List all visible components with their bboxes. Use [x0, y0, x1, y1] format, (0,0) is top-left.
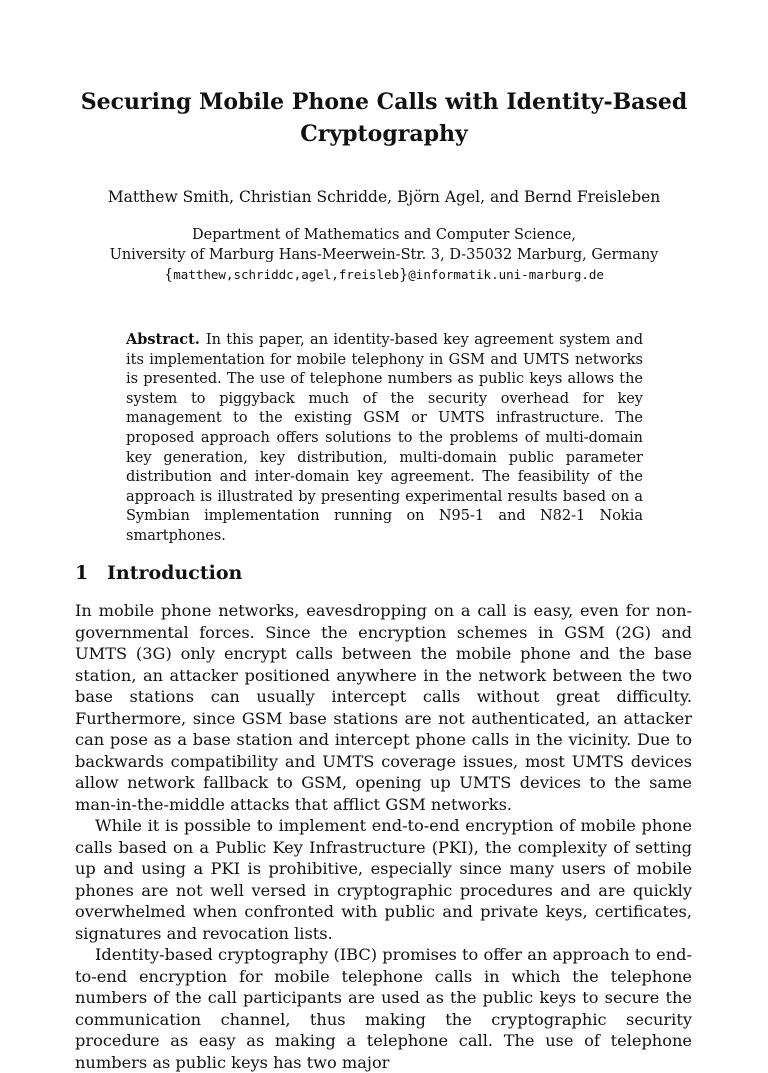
section-title: Introduction	[107, 562, 243, 584]
email-domain: @informatik.uni-marburg.de	[408, 267, 604, 282]
affiliation-block	[60, 225, 708, 285]
author-emails	[60, 265, 708, 285]
section-heading-introduction	[75, 560, 242, 586]
affiliation-department: Department of Mathematics and Computer Science,	[192, 227, 576, 243]
paragraph: While it is possible to implement end-to-end encryption of mobile phone calls based on a Public Key Infrastructure (PKI), the complexity of setting up and using a PKI is prohibitive, especially since many users of mobile phones are not well versed in cryptographic procedures and are quickly overwhelmed when confronted with public and private keys, certificates, signatures and revocation lists.	[75, 816, 692, 943]
section-number: 1	[75, 562, 89, 584]
author-list: Matthew Smith, Christian Schridde, Björn Agel, and Bernd Freisleben	[107, 188, 661, 206]
abstract-label: Abstract.	[126, 331, 200, 348]
email-users: matthew,schriddc,agel,freisleb	[173, 267, 400, 282]
email-brace-close: }	[399, 267, 409, 283]
paragraph: Identity-based cryptography (IBC) promises to offer an approach to end-to-end encryption for mobile telephone calls in which the telephone numbers of the call participants are used as the public keys to secure the communication channel, thus making the cryptographic security procedure as easy as making a telephone call. The use of telephone numbers as public keys has two major	[75, 945, 692, 1072]
abstract-text: In this paper, an identity-based key agreement system and its implementation for mobile telephony in GSM and UMTS networks is presented. The use of telephone numbers as public keys allows the system to piggyback much of the security overhead for key management to the existing GSM or UMTS infrastructure. The proposed approach offers solutions to the problems of multi-domain key generation, key distribution, multi-domain public parameter distribution and inter-domain key agreement. The feasibility of the approach is illustrated by presenting experimental results based on a Symbian implementation running on N95-1 and N82-1 Nokia smartphones.	[126, 332, 643, 544]
abstract	[126, 330, 643, 547]
paragraph: In mobile phone networks, eavesdropping on a call is easy, even for non- governmental forces. Since the encryption schemes in GSM (2G) and UMTS (3G) only encrypt calls between the mobile phone and the base station, an attacker positioned anywhere in the network between the two base stations can usually intercept calls without great difficulty. Furthermore, since GSM base stations are not authenticated, an attacker can pose as a base station and intercept phone calls in the vicinity. Due to backwards compatibility and UMTS coverage issues, most UMTS devices allow network fallback to GSM, opening up UMTS devices to the same man-in-the-middle attacks that afflict GSM networks.	[75, 601, 692, 814]
paper-title: Securing Mobile Phone Calls with Identity-Based Cryptography	[80, 89, 688, 147]
affiliation-address: University of Marburg Hans-Meerwein-Str. 3, D-35032 Marburg, Germany	[109, 247, 659, 263]
email-brace-open: {	[164, 267, 174, 283]
introduction-body	[75, 600, 692, 1073]
